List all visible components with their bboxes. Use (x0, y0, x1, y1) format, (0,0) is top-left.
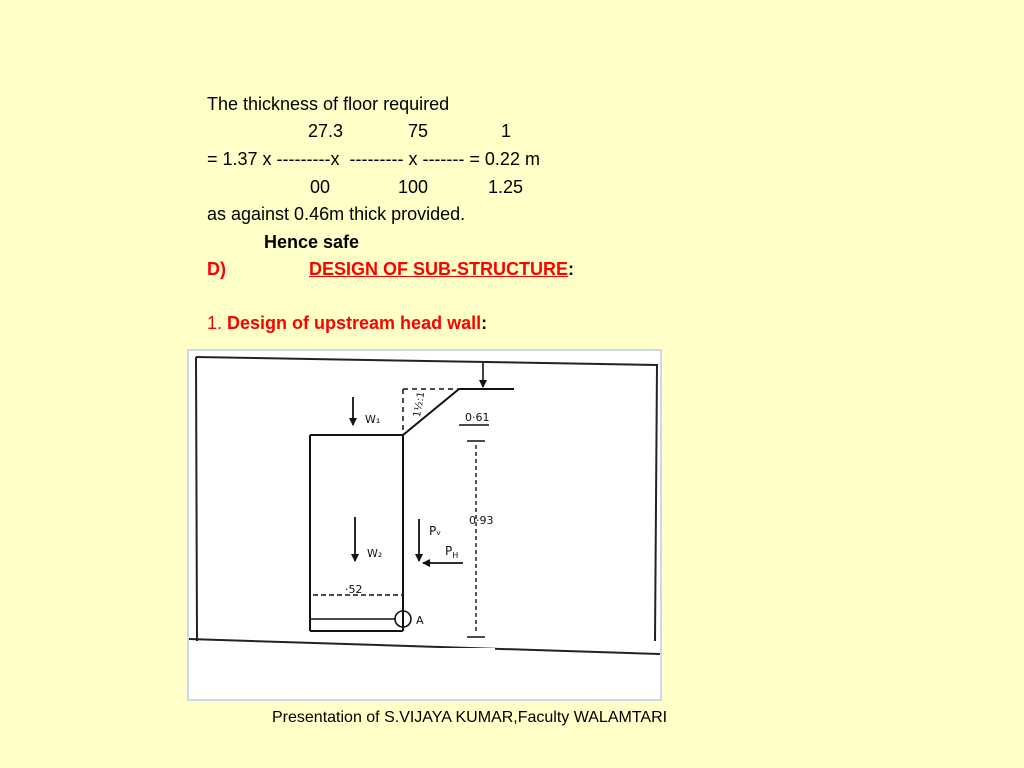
slope-label: 1½:1 (412, 390, 428, 419)
section-d-label: D) (207, 259, 226, 279)
section-d-heading (309, 259, 574, 279)
pv-label: Pᵥ (429, 524, 442, 538)
item-1-title: Design of upstream head wall (227, 313, 482, 333)
numerator-c: 1 (501, 121, 512, 141)
text-line-1: The thickness of floor required (207, 94, 450, 114)
section-d-colon: : (568, 259, 575, 279)
numerator-b: 75 (408, 121, 429, 141)
denominator-b: 100 (398, 177, 429, 197)
dim-base-label: ·52 (345, 583, 363, 596)
denominator-a: 00 (310, 177, 331, 197)
text-line-5: as against 0.46m thick provided. (207, 204, 466, 224)
dim-height-label: 0·93 (469, 514, 494, 527)
head-wall-diagram (187, 349, 662, 701)
item-1-heading (207, 313, 487, 333)
point-a-label: A (416, 614, 424, 627)
numerator-a: 27.3 (308, 121, 344, 141)
head-wall-drawing (187, 349, 662, 701)
footer-credit: Presentation of S.VIJAYA KUMAR,Faculty WALAMTARI (272, 709, 668, 726)
item-1-colon: : (481, 313, 488, 333)
hence-safe: Hence safe (264, 232, 360, 252)
section-d-title: DESIGN OF SUB-STRUCTURE (309, 259, 569, 279)
w2-label: W₂ (367, 547, 383, 560)
denominator-c: 1.25 (488, 177, 524, 197)
dim-top-label: 0·61 (465, 411, 490, 424)
blank-box (342, 648, 495, 689)
w1-label: W₁ (365, 413, 381, 426)
formula-line: = 1.37 x ---------x --------- x ------- = 0.22 m (207, 149, 540, 169)
ph-label: $P_H$ (445, 544, 459, 560)
item-1-number: 1. (207, 313, 223, 333)
